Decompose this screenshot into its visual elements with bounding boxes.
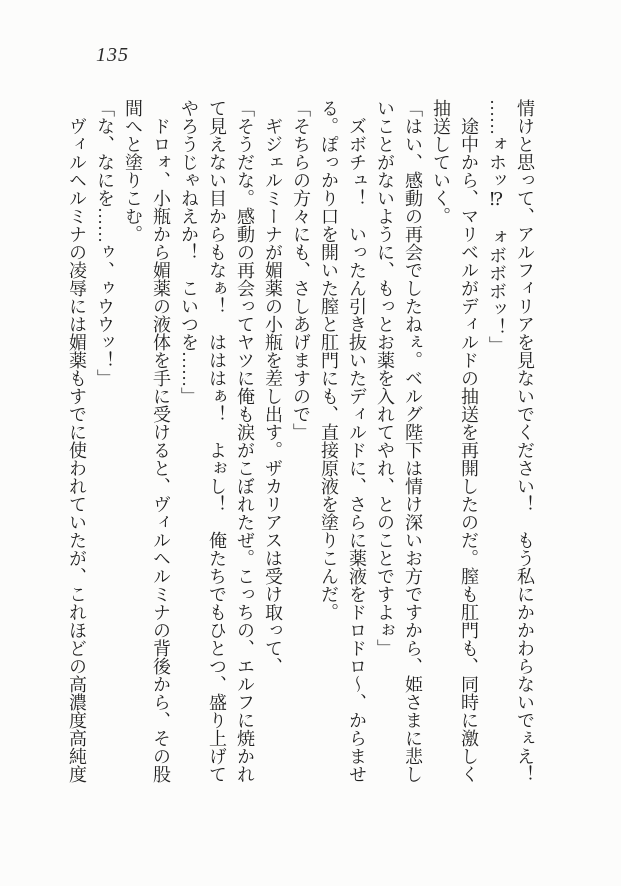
text-line: 情けと思って、アルフィリアを見ないでください！ もう私にかかわらないでぇえ！: [515, 99, 535, 783]
text-line: 間へと塗りこむ。: [123, 99, 143, 243]
text-line: 「そうだな。感動の再会ってヤツに俺も涙がこぼれたぜ。こっちの、エルフに焼かれ: [235, 99, 255, 783]
text-line: 「はい、感動の再会でしたねぇ。ベルグ陛下は情け深いお方ですから、姫さまに悲し: [403, 99, 423, 783]
text-line: ギジェルミーナが媚薬の小瓶を差し出す。ザカリアスは受け取って、: [263, 117, 283, 675]
text-line: る。ぽっかり口を開いた膣と肛門にも、直接原液を塗りこんだ。: [319, 99, 339, 621]
text-line: ドロォ、小瓶から媚薬の液体を手に受けると、ヴィルヘルミナの背後から、その股: [151, 117, 171, 783]
page-number: 135: [96, 44, 129, 66]
text-line: ヴィルヘルミナの凌辱には媚薬もすでに使われていたが、これほどの高濃度高純度: [67, 117, 87, 783]
text-line: やろうじゃねえか！ こいつを……」: [179, 99, 199, 405]
text-line: 途中から、マリベルがディルドの抽送を再開したのだ。膣も肛門も、同時に激しく: [459, 117, 479, 783]
text-line: 「な、なにを……ゥ、ゥウウッ！」: [95, 99, 115, 387]
text-line: ……ォホッ⁉ ォボボボッ！」: [487, 99, 507, 354]
text-line: ズボチュ！ いったん引き抜いたディルドに、さらに薬液をドロドロ〜、からませ: [347, 117, 367, 783]
text-line: 「そちらの方々にも、さしあげますので」: [291, 99, 311, 441]
text-line: 抽送していく。: [431, 99, 451, 225]
text-line: いことがないように、もっとお薬を入れてやれ、とのことですよぉ」: [375, 99, 395, 657]
text-line: て見えない目からもなぁ！ はははぁ！ よぉし！ 俺たちでもひとつ、盛り上げて: [207, 99, 227, 783]
vertical-text-area: [63, 99, 539, 811]
